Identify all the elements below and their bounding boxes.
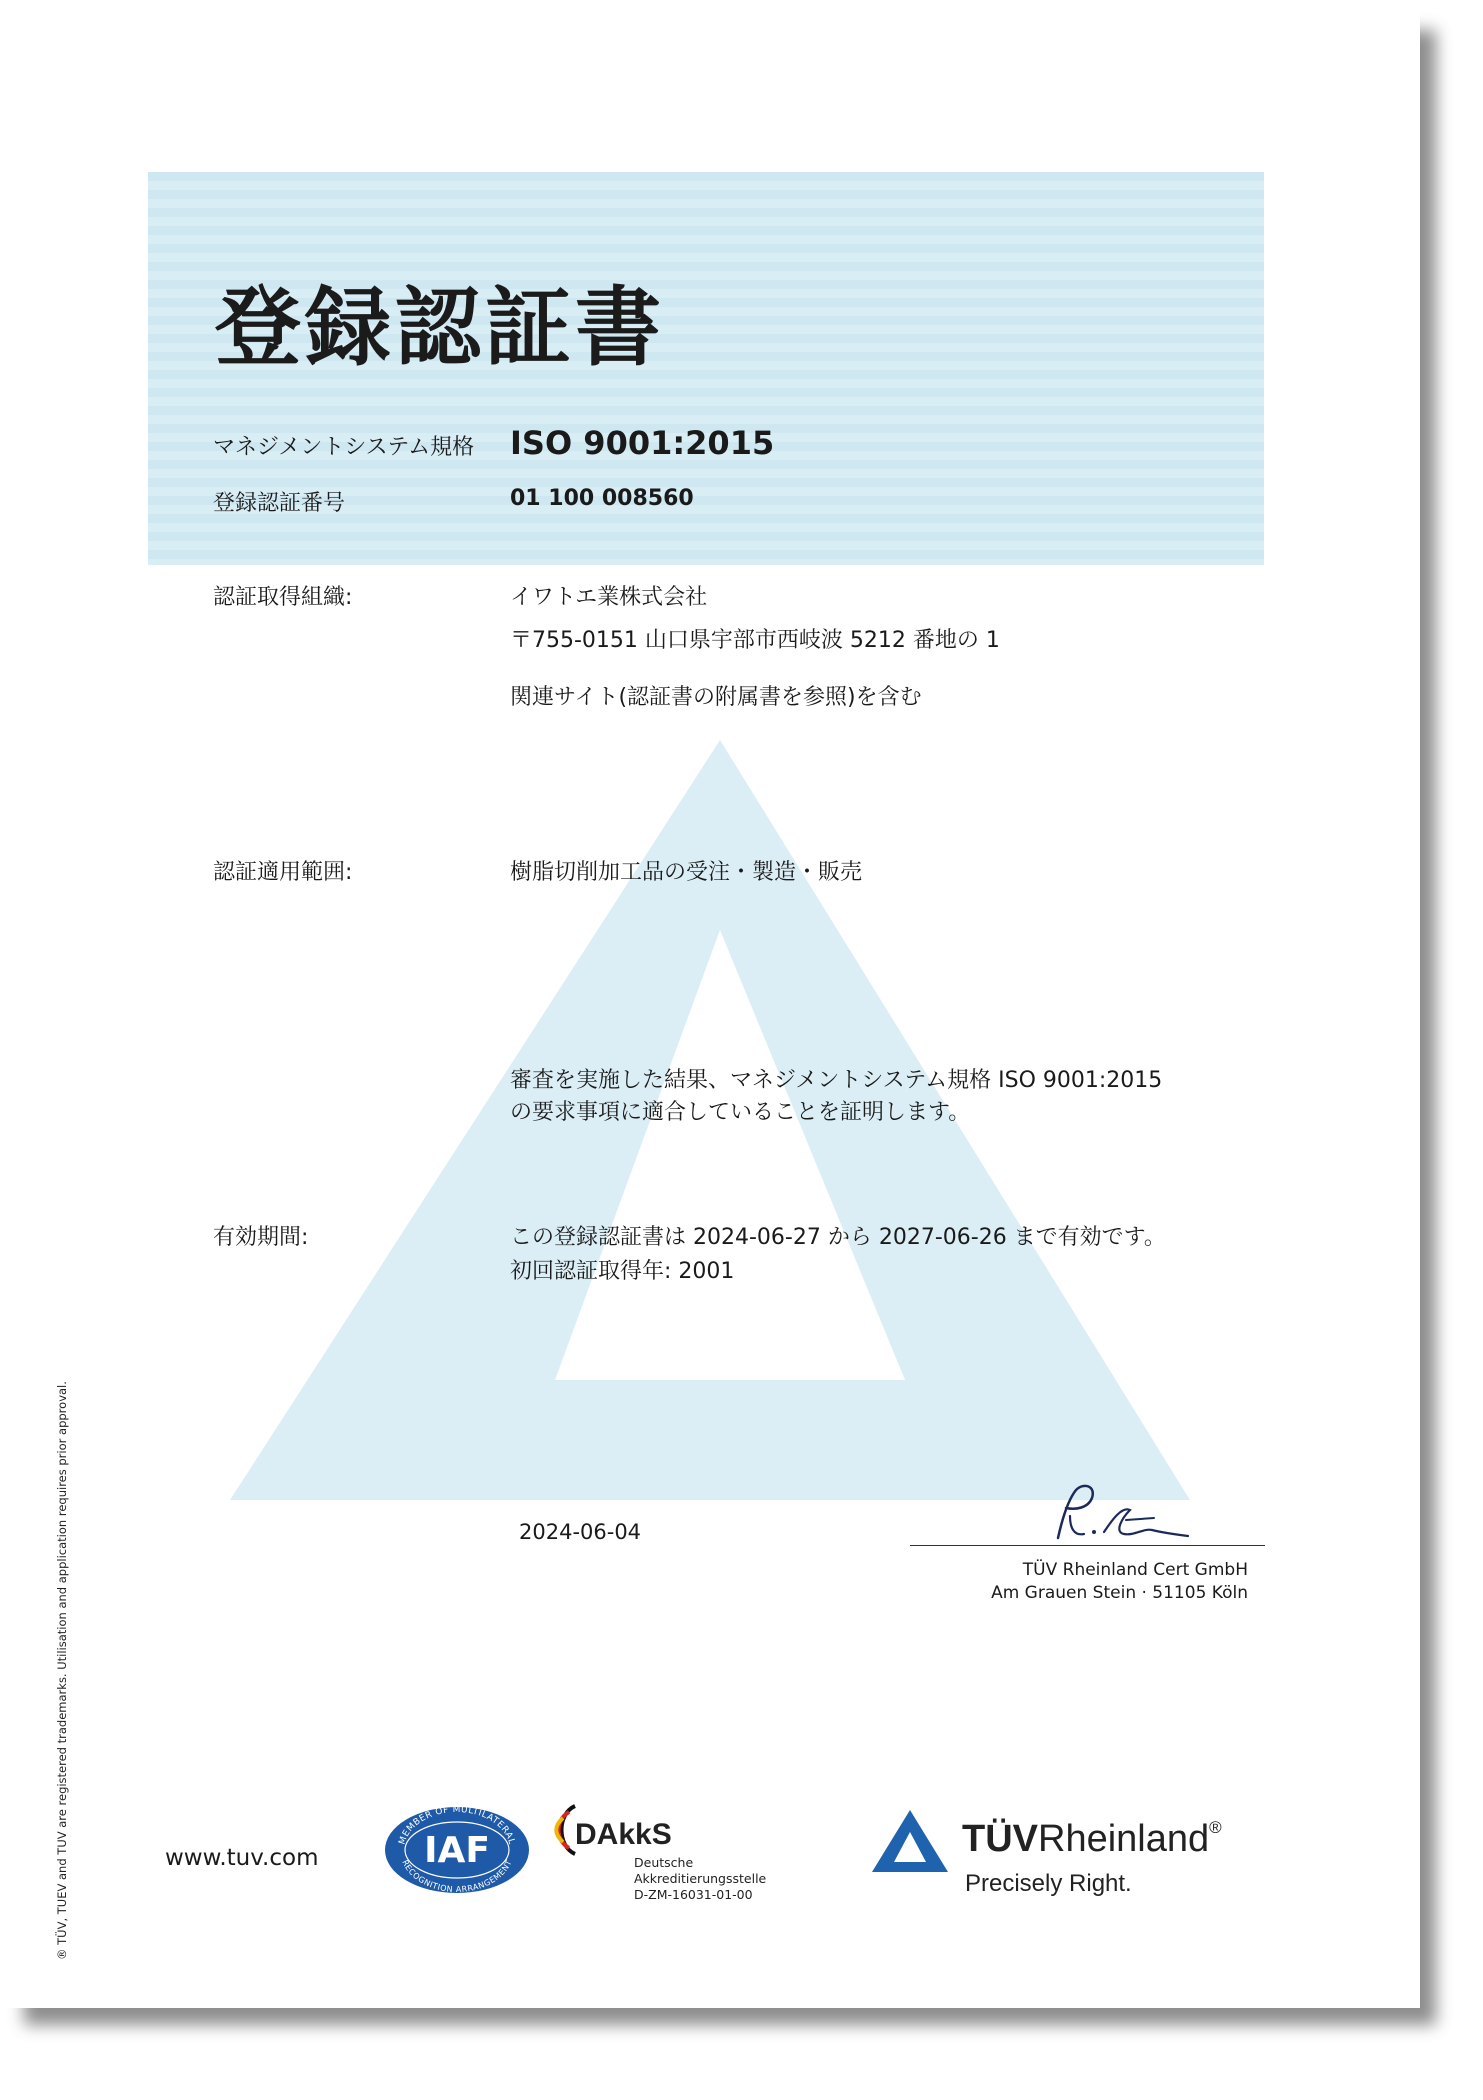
org-label: 認証取得組織: xyxy=(213,585,353,610)
trademark-note: ® TÜV, TUEV and TUV are registered trademarks. Utilisation and application requires prior approval. xyxy=(55,1381,69,1960)
tuv-slogan: Precisely Right. xyxy=(965,1870,1132,1897)
org-name: イワトエ業株式会社 xyxy=(510,585,708,610)
standard-value: ISO 9001:2015 xyxy=(510,424,775,462)
scope-value: 樹脂切削加工品の受注・製造・販売 xyxy=(510,860,863,885)
number-value: 01 100 008560 xyxy=(510,486,694,511)
iaf-ring-top-text: MEMBER OF MULTILATERAL xyxy=(397,1805,517,1846)
tuv-brand-regular: Rheinland xyxy=(1038,1818,1210,1860)
statement-line-1: 審査を実施した結果、マネジメントシステム規格 ISO 9001:2015 xyxy=(510,1068,1163,1093)
dakks-line-3: D-ZM-16031-01-00 xyxy=(634,1887,753,1902)
iaf-ring-bottom-text: RECOGNITION ARRANGEMENT xyxy=(400,1858,514,1895)
dakks-line-2: Akkreditierungsstelle xyxy=(634,1871,767,1886)
iaf-logo-text: IAF xyxy=(424,1830,490,1871)
issuer-name: TÜV Rheinland Cert GmbH xyxy=(1022,1560,1248,1580)
scope-label: 認証適用範囲: xyxy=(213,860,353,885)
org-sites: 関連サイト(認証書の附属書を参照)を含む xyxy=(510,685,922,710)
issue-date: 2024-06-04 xyxy=(519,1520,642,1544)
tuv-triangle-icon xyxy=(870,1808,950,1874)
certificate-title: 登録認証書 xyxy=(215,278,665,378)
tuv-registered-mark: ® xyxy=(1209,1818,1222,1837)
dakks-line-1: Deutsche xyxy=(634,1855,694,1870)
statement-line-2: の要求事項に適合していることを証明します。 xyxy=(510,1100,971,1125)
signature-line xyxy=(910,1545,1265,1546)
tuv-brand-bold: TÜV xyxy=(962,1818,1038,1860)
validity-line-2: 初回認証取得年: 2001 xyxy=(510,1259,735,1284)
org-address: 〒755-0151 山口県宇部市西岐波 5212 番地の 1 xyxy=(510,628,1000,653)
validity-label: 有効期間: xyxy=(213,1225,309,1250)
issuer-address: Am Grauen Stein · 51105 Köln xyxy=(991,1583,1248,1603)
tuv-brand-name xyxy=(962,1818,1222,1861)
website-link[interactable]: www.tuv.com xyxy=(165,1845,319,1871)
validity-line-1: この登録認証書は 2024-06-27 から 2027-06-26 まで有効です。 xyxy=(510,1225,1166,1250)
dakks-name: DAkkS xyxy=(575,1818,672,1851)
iaf-logo xyxy=(382,1805,532,1895)
standard-label: マネジメントシステム規格 xyxy=(213,435,475,460)
number-label: 登録認証番号 xyxy=(213,491,346,516)
signature-image xyxy=(1040,1480,1190,1552)
